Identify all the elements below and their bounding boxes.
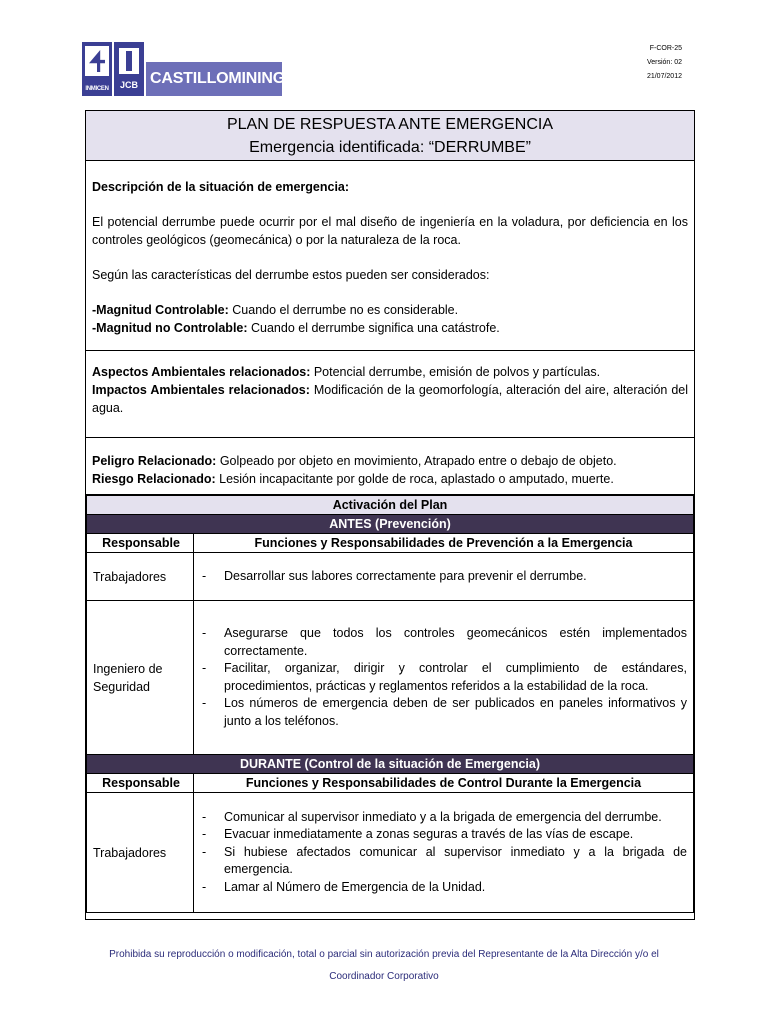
- table-row: [87, 601, 694, 755]
- footer-notice: [0, 944, 768, 988]
- phase-during-header: DURANTE (Control de la situación de Emergencia): [87, 755, 694, 774]
- footer-line-2: Coordinador Corporativo: [329, 971, 439, 982]
- functions-cell: [194, 601, 694, 755]
- company-logos: [82, 42, 285, 96]
- related-danger: Peligro Relacionado: Golpeado por objeto en movimiento, Atrapado entre o debajo de objeto.: [92, 454, 617, 468]
- magnitude-controllable: -Magnitud Controlable: Cuando el derrumbe no es considerable.: [92, 303, 459, 317]
- responsible-cell: Trabajadores: [87, 793, 194, 913]
- description-section: [86, 161, 694, 351]
- document-version: Versión: 02: [646, 59, 682, 66]
- list-item: - Evacuar inmediatamente a zonas seguras a través de las vías de escape.: [200, 826, 687, 844]
- environmental-impacts: Impactos Ambientales relacionados: Modificación de la geomorfología, alteración del aire, alteración del agua.: [92, 383, 689, 415]
- plan-table: [86, 495, 694, 913]
- related-risk: Riesgo Relacionado: Lesión incapacitante por golde de roca, aplastado o amputado, muerte.: [92, 472, 614, 486]
- page-subtitle: Emergencia identificada: “DERRUMBE”: [249, 139, 531, 156]
- footer-line-1: Prohibida su reproducción o modificación, total o parcial sin autorización previa del Representante de la Alta Dirección y/o el: [109, 949, 659, 960]
- functions-cell: [194, 793, 694, 913]
- document-code: F-COR-25: [649, 45, 682, 52]
- inmicen-logo: INMICEN: [82, 42, 112, 96]
- list-item: - Asegurarse que todos los controles geomecánicos estén implementados correctamente.: [200, 625, 687, 660]
- castillomining-logo: CASTILLOMINING: [146, 62, 282, 96]
- hazard-section: [86, 438, 694, 495]
- description-paragraph: El potencial derrumbe puede ocurrir por el mal diseño de ingeniería en la voladura, por deficiencia en los controles geológicos (geomecánica) o por la naturaleza de la roca.: [92, 215, 688, 247]
- list-item: - Lamar al Número de Emergencia de la Unidad.: [200, 879, 687, 897]
- environment-section: [86, 351, 694, 438]
- col-functions-during: Funciones y Responsabilidades de Control Durante la Emergencia: [194, 774, 694, 793]
- magnitude-uncontrollable: -Magnitud no Controlable: Cuando el derrumbe significa una catástrofe.: [92, 321, 500, 335]
- page-title: PLAN DE RESPUESTA ANTE EMERGENCIA: [226, 116, 553, 133]
- emergency-plan-form: [85, 110, 695, 920]
- col-responsible-before: Responsable: [87, 534, 194, 553]
- environmental-aspects: Aspectos Ambientales relacionados: Potencial derrumbe, emisión de polvos y partículas.: [92, 365, 601, 379]
- responsible-cell: Ingeniero de Seguridad: [87, 601, 194, 755]
- phase-before-header: ANTES (Prevención): [87, 515, 694, 534]
- description-intro: Según las características del derrumbe estos pueden ser considerados:: [92, 268, 490, 282]
- plan-activation-header: Activación del Plan: [87, 496, 694, 515]
- document-date: 21/07/2012: [646, 73, 682, 80]
- col-functions-before: Funciones y Responsabilidades de Prevención a la Emergencia: [194, 534, 694, 553]
- list-item: - Si hubiese afectados comunicar al supervisor inmediato y a la brigada de emergencia.: [200, 844, 687, 879]
- jcb-logo: JCB: [114, 42, 144, 96]
- table-row: [87, 793, 694, 913]
- title-box: [86, 111, 694, 161]
- list-item: - Desarrollar sus labores correctamente para prevenir el derrumbe.: [200, 568, 687, 586]
- description-heading: Descripción de la situación de emergencia:: [92, 180, 350, 194]
- responsible-cell: Trabajadores: [87, 553, 194, 601]
- functions-cell: [194, 553, 694, 601]
- list-item: - Comunicar al supervisor inmediato y a la brigada de emergencia del derrumbe.: [200, 809, 687, 827]
- document-code-block: [647, 42, 682, 84]
- table-row: [87, 553, 694, 601]
- col-responsible-during: Responsable: [87, 774, 194, 793]
- list-item: - Facilitar, organizar, dirigir y controlar el cumplimiento de estándares, procedimientos, prácticas y reglamentos referidos a la estabilidad de la roca.: [200, 660, 687, 695]
- list-item: - Los números de emergencia deben de ser publicados en paneles informativos y junto a los teléfonos.: [200, 695, 687, 730]
